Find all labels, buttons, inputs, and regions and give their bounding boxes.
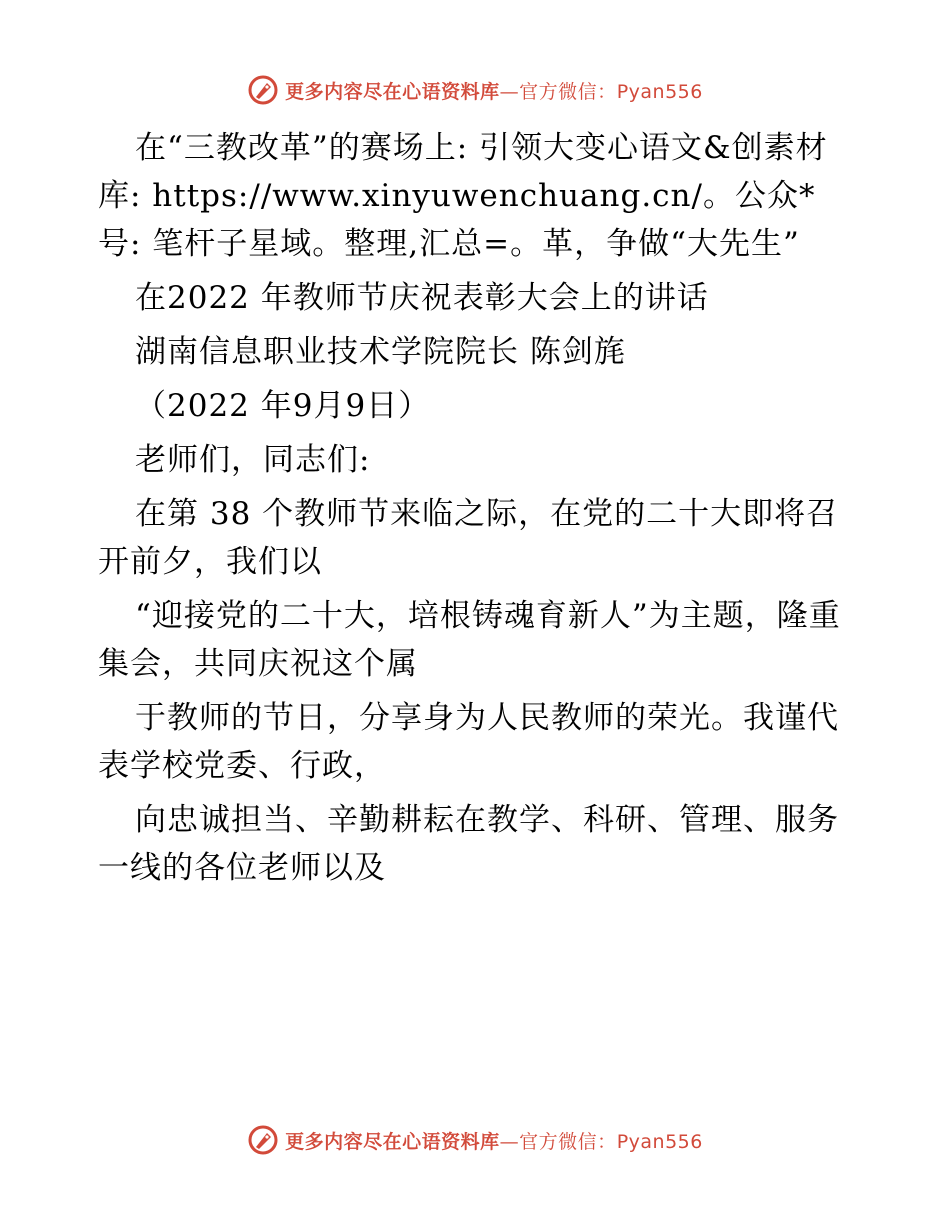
banner-dash: — bbox=[499, 80, 520, 103]
pen-nib-logo-icon bbox=[247, 74, 279, 106]
banner-text bbox=[285, 77, 703, 104]
paragraph: 在“三教改革”的赛场上: 引领大变心语文&创素材库: https://www.xinyuwenchuang.cn/。公众*号: 笔杆子星域。整理,汇总=。革，争做“大先生” bbox=[98, 130, 828, 262]
paragraph: 在第 38 个教师节来临之际，在党的二十大即将召开前夕，我们以 bbox=[98, 496, 839, 580]
banner-handle: Pyan556 bbox=[616, 1130, 703, 1153]
paragraph: 向忠诚担当、辛勤耕耘在教学、科研、管理、服务一线的各位老师以及 bbox=[98, 802, 839, 886]
header-banner bbox=[0, 70, 950, 110]
banner-dash: — bbox=[499, 1130, 520, 1153]
speech-title: 在2022 年教师节庆祝表彰大会上的讲话 bbox=[135, 280, 709, 316]
banner-wechat-label: 官方微信： bbox=[519, 1130, 617, 1153]
banner-text bbox=[285, 1127, 703, 1154]
banner-wechat-label: 官方微信： bbox=[519, 80, 617, 103]
banner-main-text: 更多内容尽在心语资料库 bbox=[285, 80, 500, 103]
speech-date: （2022 年9月9日） bbox=[135, 388, 431, 424]
pen-nib-logo-icon bbox=[247, 1124, 279, 1156]
footer-banner bbox=[0, 1120, 950, 1160]
document-body bbox=[98, 124, 854, 892]
paragraph: “迎接党的二十大，培根铸魂育新人”为主题，隆重集会，共同庆祝这个属 bbox=[98, 598, 841, 682]
banner-handle: Pyan556 bbox=[616, 80, 703, 103]
salutation: 老师们，同志们: bbox=[135, 442, 371, 478]
paragraph: 于教师的节日，分享身为人民教师的荣光。我谨代表学校党委、行政， bbox=[98, 700, 839, 784]
banner-main-text: 更多内容尽在心语资料库 bbox=[285, 1130, 500, 1153]
speaker-line: 湖南信息职业技术学院院长 陈剑旄 bbox=[135, 334, 626, 370]
